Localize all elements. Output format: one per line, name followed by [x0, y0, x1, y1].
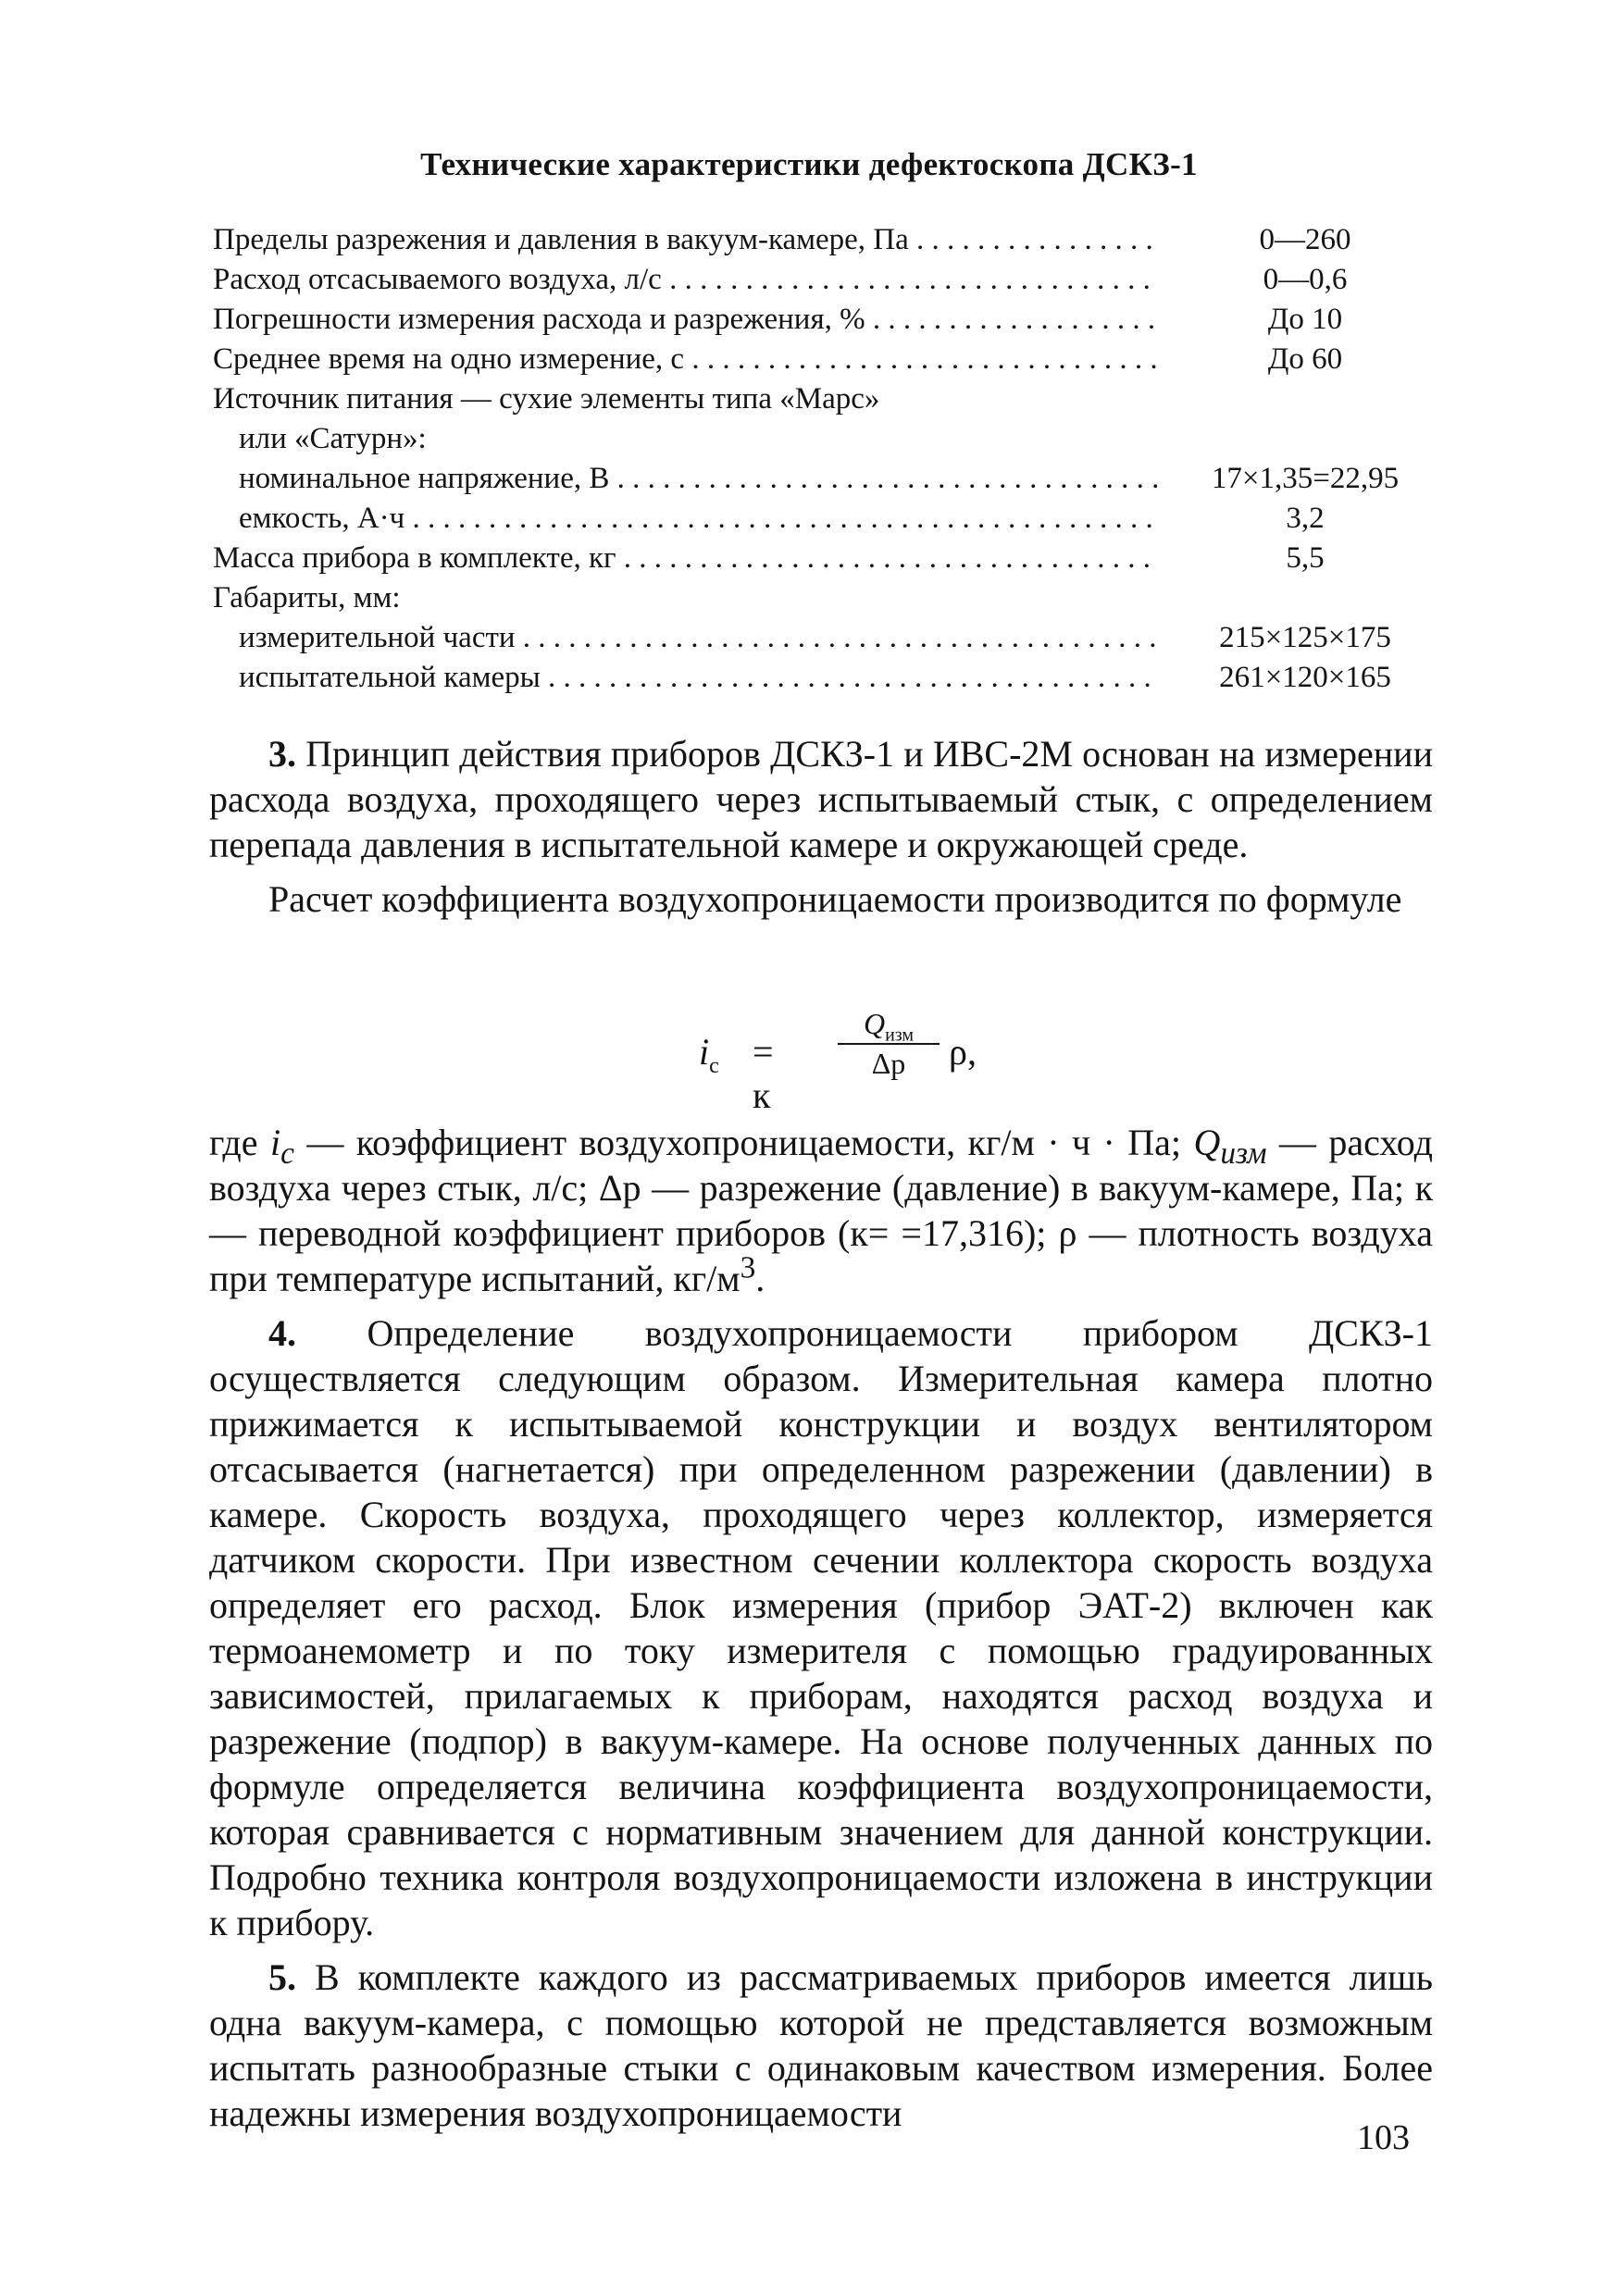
body-lower	[209, 1120, 1433, 2145]
paragraph-text: Определение воздухопроницаемости прибором ДСКЗ-1 осуществляется следующим образом. Измерительная камера плотно прижимается к испытываемой конструкции и воздух вентилятором отсасывается (нагнетается) при определенном разрежении (давлении) в камере. Скорость воздуха, проходящего через коллектор, измеряется датчиком скорости. При известном сечении коллектора скорость воздуха определяет его расход. Блок измерения (прибор ЭАТ-2) включен как термоанемометр и по току измерителя с помощью градуированных зависимостей, прилагаемых к приборам, находятся расход воздуха и разрежение (подпор) в вакуум-камере. На основе полученных данных по формуле определяется величина коэффициента воздухопроницаемости, которая сравнивается с нормативным значением для данной конструкции. Подробно техника контроля воздухопроницаемости изложена в инструкции к прибору.	[209, 1312, 1434, 1943]
spec-label: испытательной камеры . . .	[239, 658, 1157, 698]
spec-value: 261×120×165	[1219, 661, 1391, 694]
paragraph-5	[209, 1955, 1433, 2136]
table-title: Технические характеристики дефектоскопа ДСКЗ-1	[420, 146, 1198, 182]
superscript: 3	[740, 1250, 756, 1285]
formula-symbol: i	[699, 1031, 710, 1073]
symbol	[1193, 1122, 1267, 1171]
paragraph-text: — расход воздуха через стык, л/с; Δp — разрежение (давление) в вакуум-камере, Па; к — переводной коэффициент приборов (к= =17,316); ρ — плотность воздуха при температуре испытаний, кг/м	[209, 1122, 1433, 1299]
spec-label: номинальное напряжение, В . . .	[239, 459, 1157, 499]
formula-tail: ρ,	[949, 1031, 977, 1073]
spec-row	[213, 658, 1425, 698]
paragraph-text: где	[209, 1122, 270, 1163]
formula-numerator	[838, 1004, 940, 1045]
spec-value: 0—260	[1259, 223, 1351, 256]
symbol-subscript: с	[280, 1136, 294, 1171]
spec-label: Расход отсасываемого воздуха, л/с . . .	[213, 260, 1157, 300]
spec-label: Пределы разрежения и давления в вакуум-камере, Па . . .	[213, 220, 1157, 260]
symbol-subscript: изм	[1220, 1136, 1267, 1171]
spec-label: Среднее время на одно измерение, с . . .	[213, 340, 1157, 379]
spec-label: Масса прибора в комплекте, кг . . .	[213, 539, 1157, 578]
paragraph-number: 4.	[268, 1312, 296, 1354]
spec-table	[213, 220, 1425, 698]
paragraph-text: В комплекте каждого из рассматриваемых приборов имеется лишь одна вакуум-камера, с помощью которой не представляется возможным испытать разнообразные стыки с одинаковым качеством измерения. Более надежны измерения воздухопроницаемости	[209, 1956, 1434, 2134]
formula-denominator: Δp	[871, 1047, 906, 1080]
spec-row	[213, 459, 1425, 499]
spec-row	[213, 578, 1425, 618]
spec-row	[213, 539, 1425, 578]
paragraph-where	[209, 1120, 1433, 1301]
paragraph-text: — коэффициент воздухопроницаемости, кг/м · ч · Па;	[293, 1122, 1194, 1163]
formula-lhs	[699, 1030, 719, 1078]
spec-value: До 10	[1267, 303, 1343, 336]
spec-row	[213, 300, 1425, 340]
spec-row	[213, 499, 1425, 539]
paragraph-text: Принцип действия приборов ДСКЗ-1 и ИВС-2М основан на измерении расхода воздуха, проходящего через испытываемый стык, с определением перепада давления в испытательной камере и окружающей среде.	[209, 733, 1433, 865]
formula-subscript: изм	[885, 1024, 915, 1046]
spec-value: 215×125×175	[1219, 621, 1391, 654]
paragraph-4	[209, 1310, 1433, 1945]
spec-label: Габариты, мм:	[213, 581, 401, 614]
spec-label: Источник питания — сухие элементы типа «Марс»	[213, 382, 880, 416]
spec-value: 3,2	[1286, 502, 1325, 535]
spec-value: 17×1,35=22,95	[1211, 462, 1400, 495]
page-number: 103	[1357, 2118, 1410, 2157]
spec-label: или «Сатурн»:	[239, 422, 427, 455]
spec-value: До 60	[1267, 342, 1343, 376]
spec-row	[213, 260, 1425, 300]
paragraph-number: 5.	[268, 1956, 296, 1998]
spec-value: 0—0,6	[1263, 263, 1348, 296]
spec-row	[213, 220, 1425, 260]
formula-symbol: Q	[863, 1007, 886, 1040]
formula	[0, 1004, 1618, 1116]
spec-row	[213, 340, 1425, 379]
formula-equals: = к	[753, 1031, 774, 1116]
spec-label: емкость, А·ч . . .	[239, 499, 1157, 539]
spec-label: Погрешности измерения расхода и разрежения, % . . .	[213, 300, 1157, 340]
symbol	[269, 1122, 294, 1171]
spec-row	[213, 379, 1425, 419]
spec-row	[213, 618, 1425, 658]
symbol-letter: i	[269, 1122, 281, 1163]
formula-subscript: с	[709, 1054, 719, 1078]
paragraph-calc	[209, 876, 1433, 922]
paragraph-text: .	[755, 1258, 765, 1299]
spec-label: измерительной части . . .	[239, 618, 1157, 658]
paragraph-number: 3.	[268, 733, 296, 775]
body-upper	[209, 731, 1433, 931]
spec-value: 5,5	[1286, 541, 1325, 575]
spec-row	[213, 419, 1425, 459]
paragraph-text: Расчет коэффициента воздухопроницаемости производится по формуле	[268, 878, 1402, 920]
symbol-letter: Q	[1193, 1122, 1221, 1163]
formula-fraction	[838, 1004, 940, 1082]
paragraph-3	[209, 731, 1433, 867]
